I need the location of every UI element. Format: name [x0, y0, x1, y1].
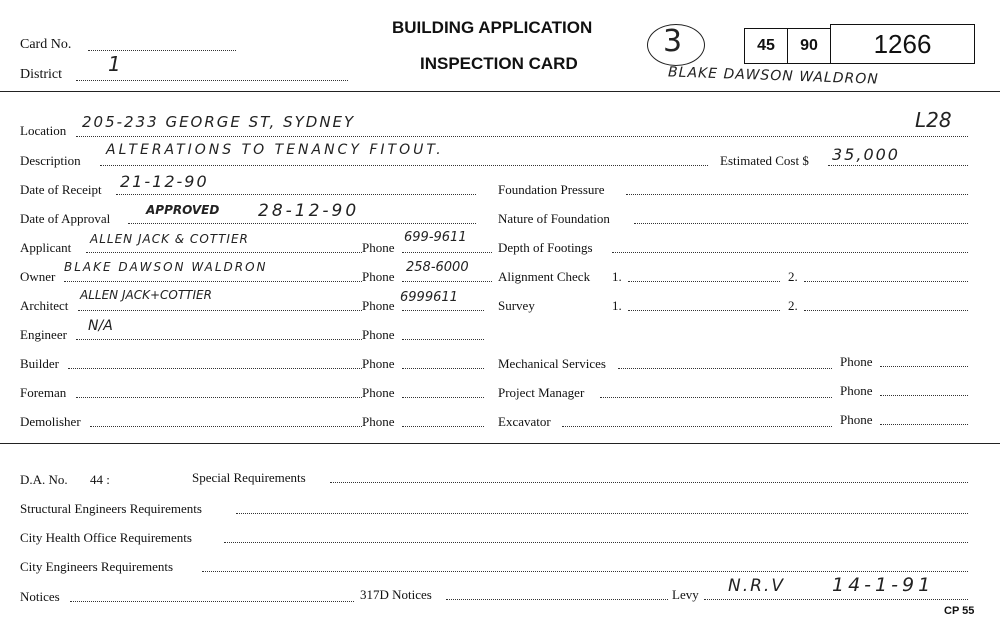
nature-foundation-field[interactable] — [634, 223, 968, 224]
project-manager-label: Project Manager — [498, 385, 585, 400]
approval-stamp: APPROVED — [146, 203, 220, 217]
levy-field[interactable] — [704, 599, 968, 600]
approval-value: 28-12-90 — [258, 201, 360, 221]
engineer-phone-label: Phone — [362, 327, 395, 342]
engineer-phone-field[interactable] — [402, 339, 484, 340]
location-level: L28 — [915, 108, 952, 132]
builder-field[interactable] — [68, 368, 362, 369]
applicant-label: Applicant — [20, 240, 72, 255]
builder-phone-label: Phone — [362, 356, 395, 371]
alignment-field-2[interactable] — [804, 281, 968, 282]
foundation-pressure-label: Foundation Pressure — [498, 182, 605, 197]
excavator-label: Excavator — [498, 414, 551, 429]
foreman-phone-label: Phone — [362, 385, 395, 400]
special-field[interactable] — [330, 482, 968, 483]
structural-label: Structural Engineers Requirements — [20, 501, 202, 516]
owner-phone: 258-6000 — [406, 260, 469, 275]
engineer-field[interactable] — [76, 339, 362, 340]
health-label: City Health Office Requirements — [20, 530, 192, 545]
survey-num2: 2. — [788, 298, 798, 313]
engineer-value: N/A — [88, 318, 113, 334]
architect-phone: 6999611 — [400, 290, 458, 305]
title-line2: INSPECTION CARD — [420, 54, 578, 73]
district-value: 1 — [108, 52, 121, 76]
mechanical-field[interactable] — [618, 368, 832, 369]
city-eng-label: City Engineers Requirements — [20, 559, 174, 574]
description-field[interactable] — [100, 165, 708, 166]
applicant-phone: 699-9611 — [404, 230, 467, 245]
excavator-phone-field[interactable] — [880, 424, 968, 425]
levy-label: Levy — [672, 587, 699, 602]
architect-value: ALLEN JACK+COTTIER — [80, 288, 212, 302]
survey-num1: 1. — [612, 298, 622, 313]
excavator-phone-label: Phone — [840, 412, 873, 427]
alignment-field-1[interactable] — [628, 281, 780, 282]
demolisher-label: Demolisher — [20, 414, 81, 429]
levy-date: 14-1-91 — [832, 574, 935, 596]
notices-317d-label: 317D Notices — [360, 587, 432, 602]
applicant-phone-field[interactable] — [402, 252, 492, 253]
receipt-field[interactable] — [116, 194, 476, 195]
foreman-label: Foreman — [20, 385, 67, 400]
form-code: CP 55 — [944, 605, 975, 617]
mechanical-phone-label: Phone — [840, 354, 873, 369]
depth-footings-label: Depth of Footings — [498, 240, 593, 255]
owner-phone-field[interactable] — [402, 281, 492, 282]
applicant-field[interactable] — [86, 252, 362, 253]
demolisher-phone-label: Phone — [362, 414, 395, 429]
health-field[interactable] — [224, 542, 968, 543]
circled-number: 3 — [663, 24, 683, 59]
notices-317d-field[interactable] — [446, 599, 668, 600]
estimated-cost-value: 35,000 — [832, 145, 900, 164]
excavator-field[interactable] — [562, 426, 832, 427]
applicant-value: ALLEN JACK & COTTIER — [90, 232, 249, 246]
project-manager-phone-label: Phone — [840, 383, 873, 398]
receipt-value: 21-12-90 — [120, 172, 209, 191]
architect-field[interactable] — [78, 310, 362, 311]
location-label: Location — [20, 123, 67, 138]
mechanical-phone-field[interactable] — [880, 366, 968, 367]
alignment-label: Alignment Check — [498, 269, 591, 284]
builder-phone-field[interactable] — [402, 368, 484, 369]
top-divider — [0, 91, 1000, 92]
approval-field[interactable] — [128, 223, 476, 224]
location-value: 205-233 GEORGE ST, SYDNEY — [82, 113, 356, 131]
box-a: 45 — [744, 28, 788, 64]
handwritten-name: BLAKE DAWSON WALDRON — [667, 64, 879, 88]
approval-label: Date of Approval — [20, 211, 111, 226]
notices-label: Notices — [20, 589, 60, 604]
da-label: D.A. No. — [20, 472, 68, 487]
engineer-label: Engineer — [20, 327, 67, 342]
special-label: Special Requirements — [192, 470, 306, 485]
alignment-num2: 2. — [788, 269, 798, 284]
city-eng-field[interactable] — [202, 571, 968, 572]
nature-foundation-label: Nature of Foundation — [498, 211, 610, 226]
district-label: District — [20, 67, 62, 82]
architect-phone-field[interactable] — [402, 310, 484, 311]
box-b: 90 — [787, 28, 831, 64]
notices-field[interactable] — [70, 601, 354, 602]
receipt-label: Date of Receipt — [20, 182, 102, 197]
demolisher-phone-field[interactable] — [402, 426, 484, 427]
description-value: ALTERATIONS TO TENANCY FITOUT. — [106, 142, 444, 158]
architect-label: Architect — [20, 298, 69, 313]
owner-value: BLAKE DAWSON WALDRON — [64, 260, 268, 274]
card-number: 1266 — [830, 24, 975, 64]
alignment-num1: 1. — [612, 269, 622, 284]
project-manager-phone-field[interactable] — [880, 395, 968, 396]
da-value: 44 : — [90, 472, 110, 487]
owner-label: Owner — [20, 269, 56, 284]
title-line1: BUILDING APPLICATION — [392, 18, 593, 37]
survey-label: Survey — [498, 298, 535, 313]
estimated-cost-field[interactable] — [828, 165, 968, 166]
card-no-field[interactable] — [88, 50, 236, 51]
levy-value: N.R.V — [728, 576, 785, 596]
survey-field-1[interactable] — [628, 310, 780, 311]
demolisher-field[interactable] — [90, 426, 362, 427]
mechanical-label: Mechanical Services — [498, 356, 606, 371]
foreman-field[interactable] — [76, 397, 362, 398]
builder-label: Builder — [20, 356, 59, 371]
applicant-phone-label: Phone — [362, 240, 395, 255]
middle-divider — [0, 443, 1000, 444]
owner-field[interactable] — [64, 281, 362, 282]
architect-phone-label: Phone — [362, 298, 395, 313]
survey-field-2[interactable] — [804, 310, 968, 311]
foreman-phone-field[interactable] — [402, 397, 484, 398]
project-manager-field[interactable] — [600, 397, 832, 398]
district-field[interactable] — [76, 80, 348, 81]
card-no-label: Card No. — [20, 37, 72, 52]
structural-field[interactable] — [236, 513, 968, 514]
depth-footings-field[interactable] — [612, 252, 968, 253]
description-label: Description — [20, 153, 81, 168]
location-field[interactable] — [76, 136, 968, 137]
owner-phone-label: Phone — [362, 269, 395, 284]
estimated-cost-label: Estimated Cost $ — [720, 153, 809, 168]
foundation-pressure-field[interactable] — [626, 194, 968, 195]
